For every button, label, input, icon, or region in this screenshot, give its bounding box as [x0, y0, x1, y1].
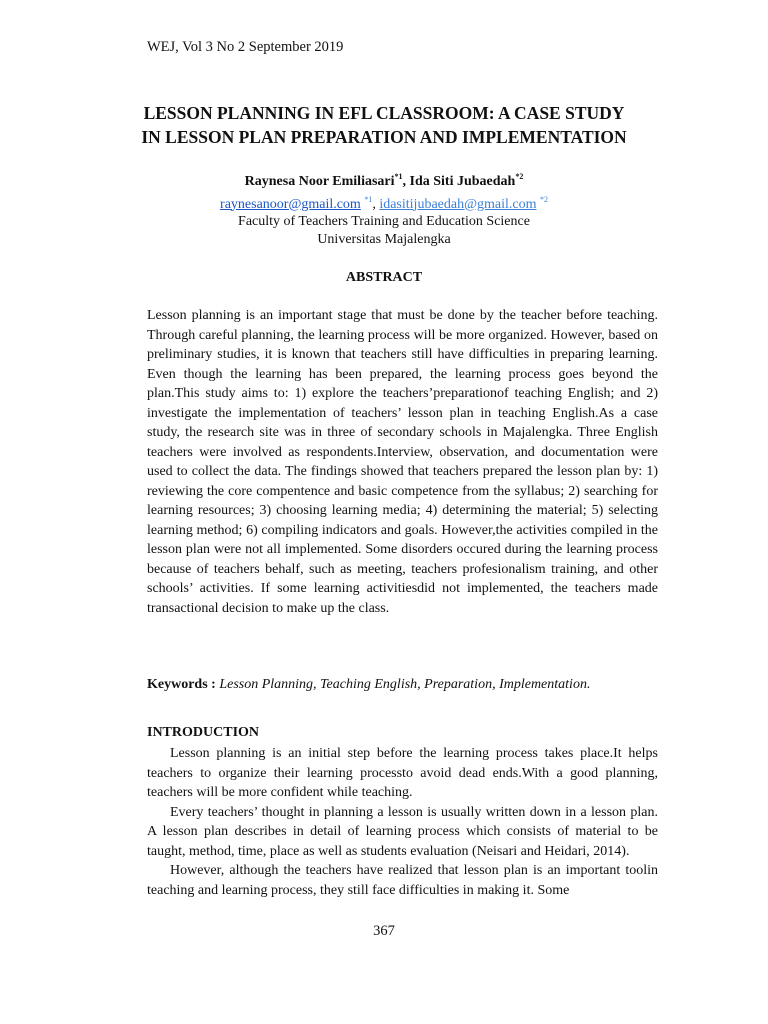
author-names — [100, 168, 668, 191]
email-link-1[interactable]: raynesanoor@gmail.com — [220, 196, 361, 212]
email-1-sup: *1 — [364, 194, 373, 204]
faculty: Faculty of Teachers Training and Education Science — [238, 214, 530, 229]
journal-header: WEJ, Vol 3 No 2 September 2019 — [147, 39, 344, 55]
keywords-label: Keywords : — [147, 677, 216, 692]
title-line-2: IN LESSON PLAN PREPARATION AND IMPLEMENTATION — [141, 127, 627, 147]
author-2-sup: *2 — [515, 172, 524, 181]
keywords — [147, 675, 658, 694]
email-2-sup: *2 — [539, 194, 548, 204]
author-2: Ida Siti Jubaedah — [409, 174, 516, 189]
keywords-text: Lesson Planning, Teaching English, Preparation, Implementation. — [219, 677, 591, 692]
author-1-sup: *1 — [394, 172, 403, 181]
paper-title — [100, 101, 668, 149]
introduction-heading: INTRODUCTION — [147, 725, 260, 740]
author-1: Raynesa Noor Emiliasari — [244, 174, 395, 189]
email-link-2[interactable]: idasitijubaedah@gmail.com — [379, 196, 537, 212]
author-emails — [100, 191, 668, 214]
university: Universitas Majalengka — [317, 231, 451, 247]
email-separator: , — [372, 196, 380, 212]
page-number: 367 — [373, 923, 395, 939]
title-line-1: LESSON PLANNING IN EFL CLASSROOM: A CASE STUDY — [143, 103, 625, 123]
author-separator: , — [402, 174, 410, 189]
introduction-body — [147, 744, 658, 900]
intro-paragraph: However, although the teachers have realized that lesson plan is an important toolin teaching and learning process, they still face difficulties in making it. Some — [147, 863, 658, 898]
intro-paragraph: Lesson planning is an initial step before the learning process takes place.It helps teachers to organize their learning processto avoid dead ends.With a good planning, teachers will be more confident while teaching. — [147, 746, 658, 800]
intro-paragraph: Every teachers’ thought in planning a lesson is usually written down in a lesson plan. A lesson plan describes in detail of learning process which consists of material to be taught, method, time, place as well as students evaluation (Neisari and Heidari, 2014). — [147, 804, 658, 859]
abstract-heading: ABSTRACT — [345, 270, 423, 285]
abstract-text: Lesson planning is an important stage that must be done by the teacher before teaching. Through careful planning, the learning process will be more organized. However, based on preliminary studies, it is known that teachers still have difficulties in preparing learning. Even though the learning has been prepared, the learning process goes beyond the plan.This study aims to: 1) explore the teachers’preparationof teaching English; and 2) investigate the implementation of teachers’ lesson plan in teaching English.As a case study, the research site was in three of secondary schools in Majalengka. Three English teachers were involved as respondents.Interview, observation, and documentation were used to collect the data. The findings showed that teachers prepared the lesson plan by: 1) reviewing the core compentence and basic competence from the syllabus; 2) searching for learning resources; 3) choosing learning media; 4) determining the material; 5) selecting learning method; 6) compiling indicators and goals. However,the activities compiled in the lesson plan were not all implemented. Some disorders occured during the learning process because of teachers behalf, such as meeting, teachers profesionalism training, and other schools’ activities. If some learning activitiesdid not implemented, the teachers made transactional decision to make up the class. — [147, 308, 658, 616]
author-block — [100, 168, 668, 248]
